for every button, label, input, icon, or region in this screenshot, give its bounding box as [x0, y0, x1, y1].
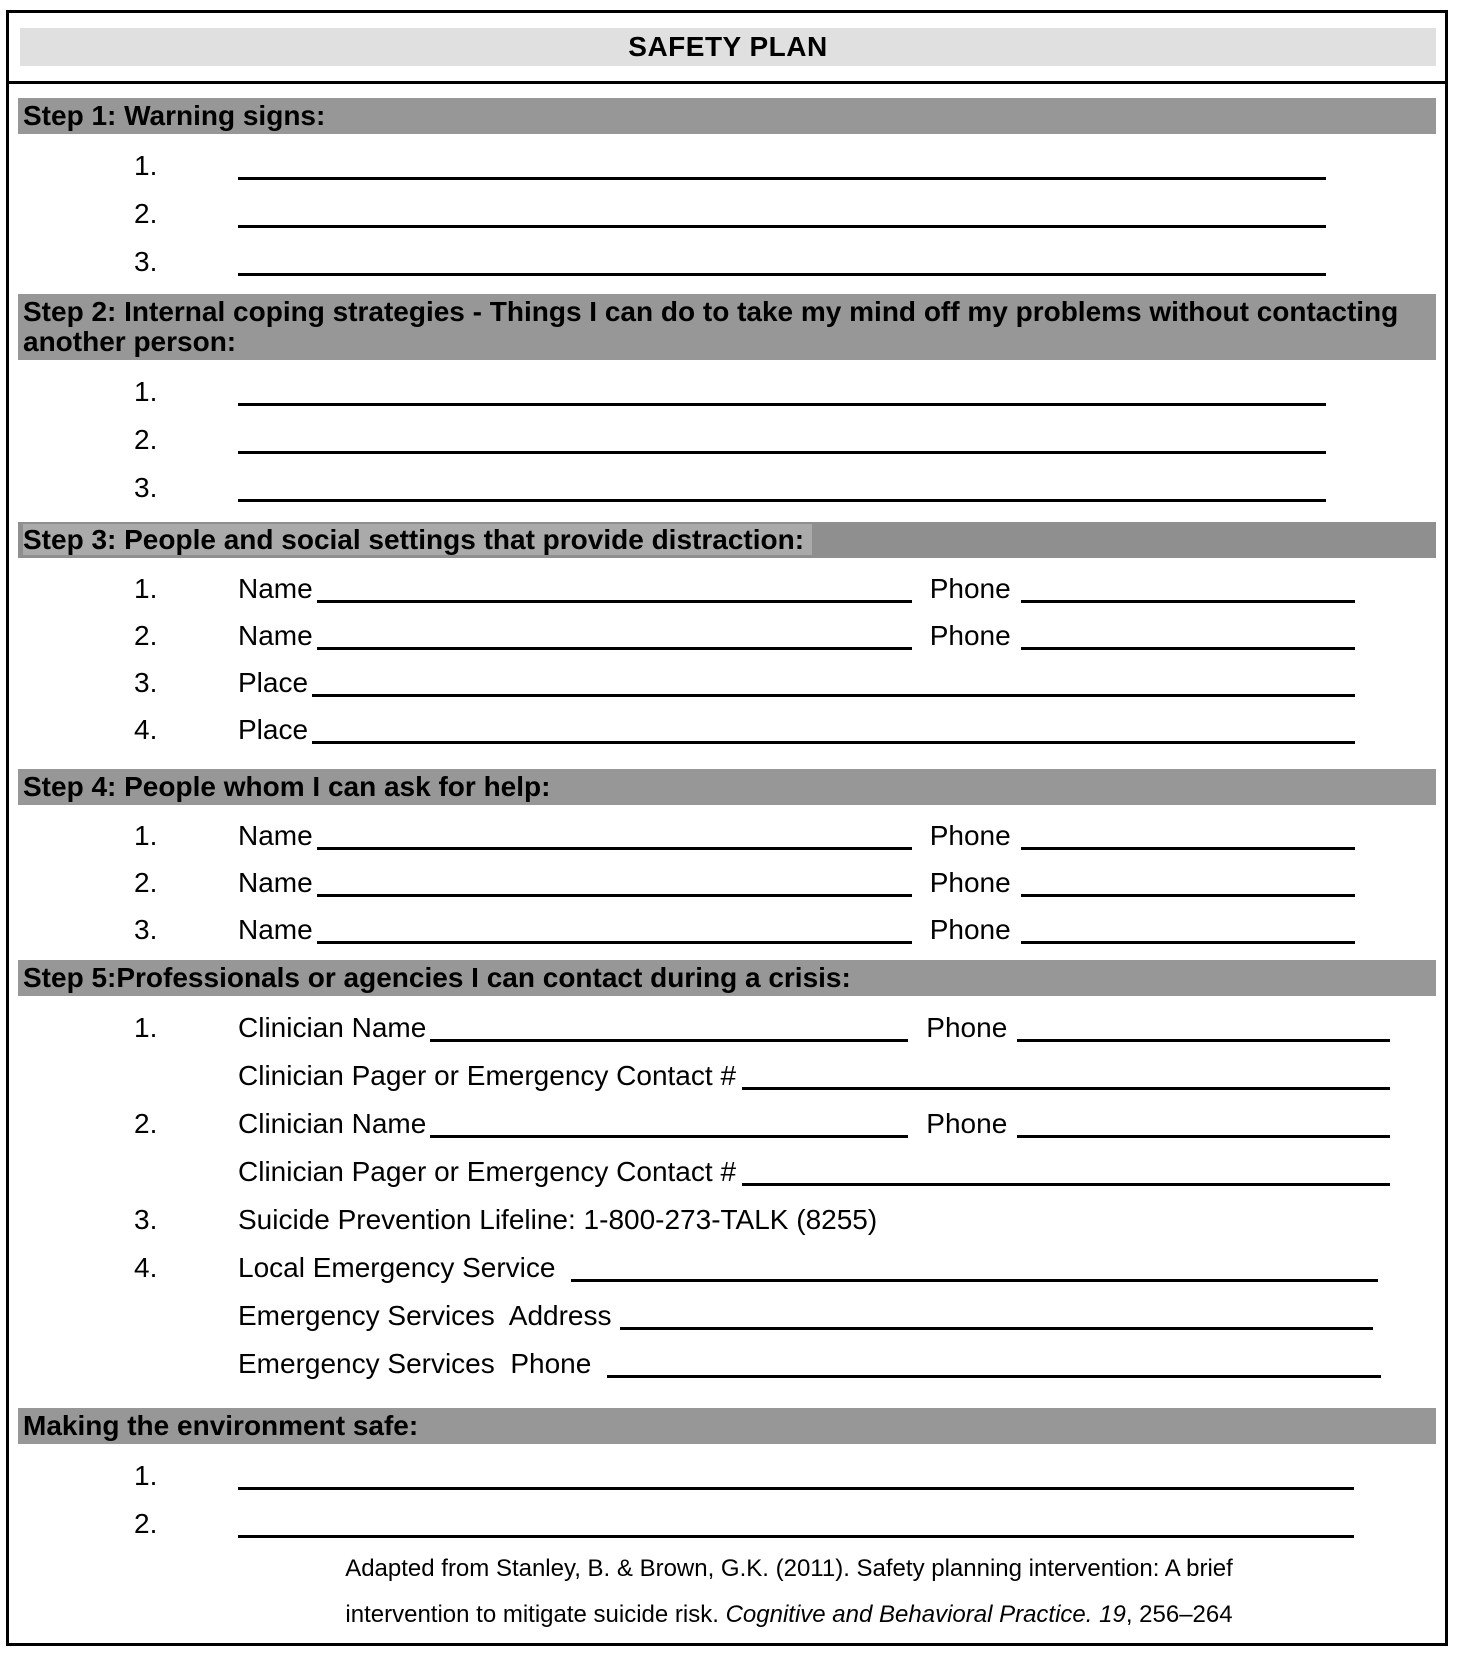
emergency-address-label: Emergency Services Address	[238, 1300, 612, 1331]
citation-line-2-prefix: intervention to mitigate suicide risk.	[345, 1601, 726, 1628]
section-header-step3	[18, 522, 1436, 558]
clinician-name-field[interactable]	[430, 1039, 908, 1042]
item-number: 4.	[134, 714, 158, 745]
clinician-row-1	[9, 996, 1445, 1044]
clinician-name-label: Clinician Name	[238, 1012, 427, 1043]
warning-sign-1-field[interactable]	[238, 177, 1326, 180]
coping-strategy-2-field[interactable]	[238, 451, 1326, 454]
citation	[229, 1546, 1349, 1638]
section-header-step4-text: Step 4: People whom I can ask for help:	[23, 771, 551, 802]
phone-label: Phone	[929, 867, 1011, 898]
clinician-pager-label: Clinician Pager or Emergency Contact #	[238, 1156, 737, 1187]
lifeline-text: Suicide Prevention Lifeline: 1-800-273-TALK (8255)	[238, 1204, 878, 1235]
name-field[interactable]	[317, 647, 912, 650]
item-number: 1.	[134, 1460, 158, 1491]
environment-safe-row-1	[9, 1444, 1445, 1492]
section-header-step1	[18, 98, 1436, 134]
item-number: 1.	[134, 573, 158, 604]
section-header-step2-text: Step 2: Internal coping strategies - Things I can do to take my mind off my problems without contacting another person:	[23, 296, 1399, 357]
section-header-step2	[18, 294, 1436, 360]
name-label: Name	[238, 867, 313, 898]
item-number: 2.	[134, 867, 158, 898]
coping-strategy-1-field[interactable]	[238, 403, 1326, 406]
phone-label: Phone	[929, 914, 1011, 945]
phone-label: Phone	[926, 1012, 1008, 1043]
name-label: Name	[238, 620, 313, 651]
section-header-step4	[18, 769, 1436, 805]
name-label: Name	[238, 820, 313, 851]
distraction-person-row-1	[9, 558, 1445, 605]
place-field[interactable]	[312, 741, 1355, 744]
coping-strategy-row-1	[9, 360, 1445, 408]
name-field[interactable]	[317, 847, 912, 850]
clinician-pager-row-1	[9, 1044, 1445, 1092]
citation-line-2-suffix: , 256–264	[1125, 1601, 1233, 1628]
place-label: Place	[238, 714, 309, 745]
distraction-place-row-2	[9, 699, 1445, 746]
distraction-person-row-2	[9, 605, 1445, 652]
item-number: 3.	[134, 667, 158, 698]
item-number: 3.	[134, 472, 158, 503]
local-emergency-label: Local Emergency Service	[238, 1252, 556, 1283]
name-field[interactable]	[317, 941, 912, 944]
title-bar	[20, 28, 1436, 66]
item-number: 1.	[134, 150, 158, 181]
name-label: Name	[238, 914, 313, 945]
section-header-step5	[18, 960, 1436, 996]
item-number: 1.	[134, 820, 158, 851]
environment-safe-1-field[interactable]	[238, 1487, 1354, 1490]
environment-safe-2-field[interactable]	[238, 1535, 1354, 1538]
coping-strategy-row-3	[9, 456, 1445, 504]
item-number: 3.	[134, 914, 158, 945]
section-header-making-safe-text: Making the environment safe:	[23, 1410, 419, 1441]
phone-field[interactable]	[1021, 894, 1355, 897]
clinician-pager-label: Clinician Pager or Emergency Contact #	[238, 1060, 737, 1091]
clinician-name-field[interactable]	[430, 1135, 908, 1138]
name-field[interactable]	[317, 894, 912, 897]
name-label: Name	[238, 573, 313, 604]
warning-sign-row-2	[9, 182, 1445, 230]
emergency-phone-field[interactable]	[607, 1375, 1381, 1378]
item-number: 1.	[134, 376, 158, 407]
warning-sign-row-1	[9, 134, 1445, 182]
item-number: 2.	[134, 620, 158, 651]
phone-label: Phone	[929, 573, 1011, 604]
clinician-pager-field[interactable]	[742, 1087, 1390, 1090]
helper-row-3	[9, 899, 1445, 946]
helper-row-1	[9, 805, 1445, 852]
emergency-address-field[interactable]	[620, 1327, 1374, 1330]
emergency-phone-row	[9, 1332, 1445, 1380]
phone-field[interactable]	[1021, 647, 1355, 650]
emergency-address-row	[9, 1284, 1445, 1332]
warning-sign-3-field[interactable]	[238, 273, 1326, 276]
warning-sign-2-field[interactable]	[238, 225, 1326, 228]
name-field[interactable]	[317, 600, 912, 603]
section-header-step5-text: Step 5:Professionals or agencies I can contact during a crisis:	[23, 962, 851, 993]
section-header-step1-text: Step 1: Warning signs:	[23, 100, 326, 131]
citation-line-2	[229, 1592, 1349, 1638]
phone-field[interactable]	[1017, 1039, 1390, 1042]
phone-label: Phone	[929, 620, 1011, 651]
coping-strategy-3-field[interactable]	[238, 499, 1326, 502]
clinician-row-2	[9, 1092, 1445, 1140]
page-title: SAFETY PLAN	[628, 31, 828, 62]
item-number: 1.	[134, 1012, 158, 1043]
document-frame	[6, 10, 1448, 1646]
item-number: 3.	[134, 246, 158, 277]
item-number: 2.	[134, 198, 158, 229]
emergency-phone-label: Emergency Services Phone	[238, 1348, 592, 1379]
item-number: 3.	[134, 1204, 158, 1235]
place-field[interactable]	[312, 694, 1355, 697]
place-label: Place	[238, 667, 309, 698]
item-number: 2.	[134, 1508, 158, 1539]
item-number: 2.	[134, 424, 158, 455]
helper-row-2	[9, 852, 1445, 899]
local-emergency-field[interactable]	[571, 1279, 1378, 1282]
citation-line-1: Adapted from Stanley, B. & Brown, G.K. (2011). Safety planning intervention: A brief	[345, 1555, 1233, 1582]
warning-sign-row-3	[9, 230, 1445, 278]
phone-field[interactable]	[1021, 600, 1355, 603]
section-header-step3-text: Step 3: People and social settings that provide distraction:	[23, 524, 812, 555]
clinician-pager-row-2	[9, 1140, 1445, 1188]
phone-field[interactable]	[1021, 941, 1355, 944]
clinician-pager-field[interactable]	[742, 1183, 1390, 1186]
title-separator	[9, 81, 1445, 84]
phone-field[interactable]	[1017, 1135, 1390, 1138]
environment-safe-row-2	[9, 1492, 1445, 1540]
distraction-place-row-1	[9, 652, 1445, 699]
coping-strategy-row-2	[9, 408, 1445, 456]
local-emergency-row	[9, 1236, 1445, 1284]
phone-label: Phone	[926, 1108, 1008, 1139]
phone-field[interactable]	[1021, 847, 1355, 850]
item-number: 2.	[134, 1108, 158, 1139]
item-number: 4.	[134, 1252, 158, 1283]
clinician-name-label: Clinician Name	[238, 1108, 427, 1139]
citation-journal-title: Cognitive and Behavioral Practice. 19	[725, 1601, 1126, 1628]
section-header-making-safe	[18, 1408, 1436, 1444]
lifeline-row	[9, 1188, 1445, 1236]
phone-label: Phone	[929, 820, 1011, 851]
